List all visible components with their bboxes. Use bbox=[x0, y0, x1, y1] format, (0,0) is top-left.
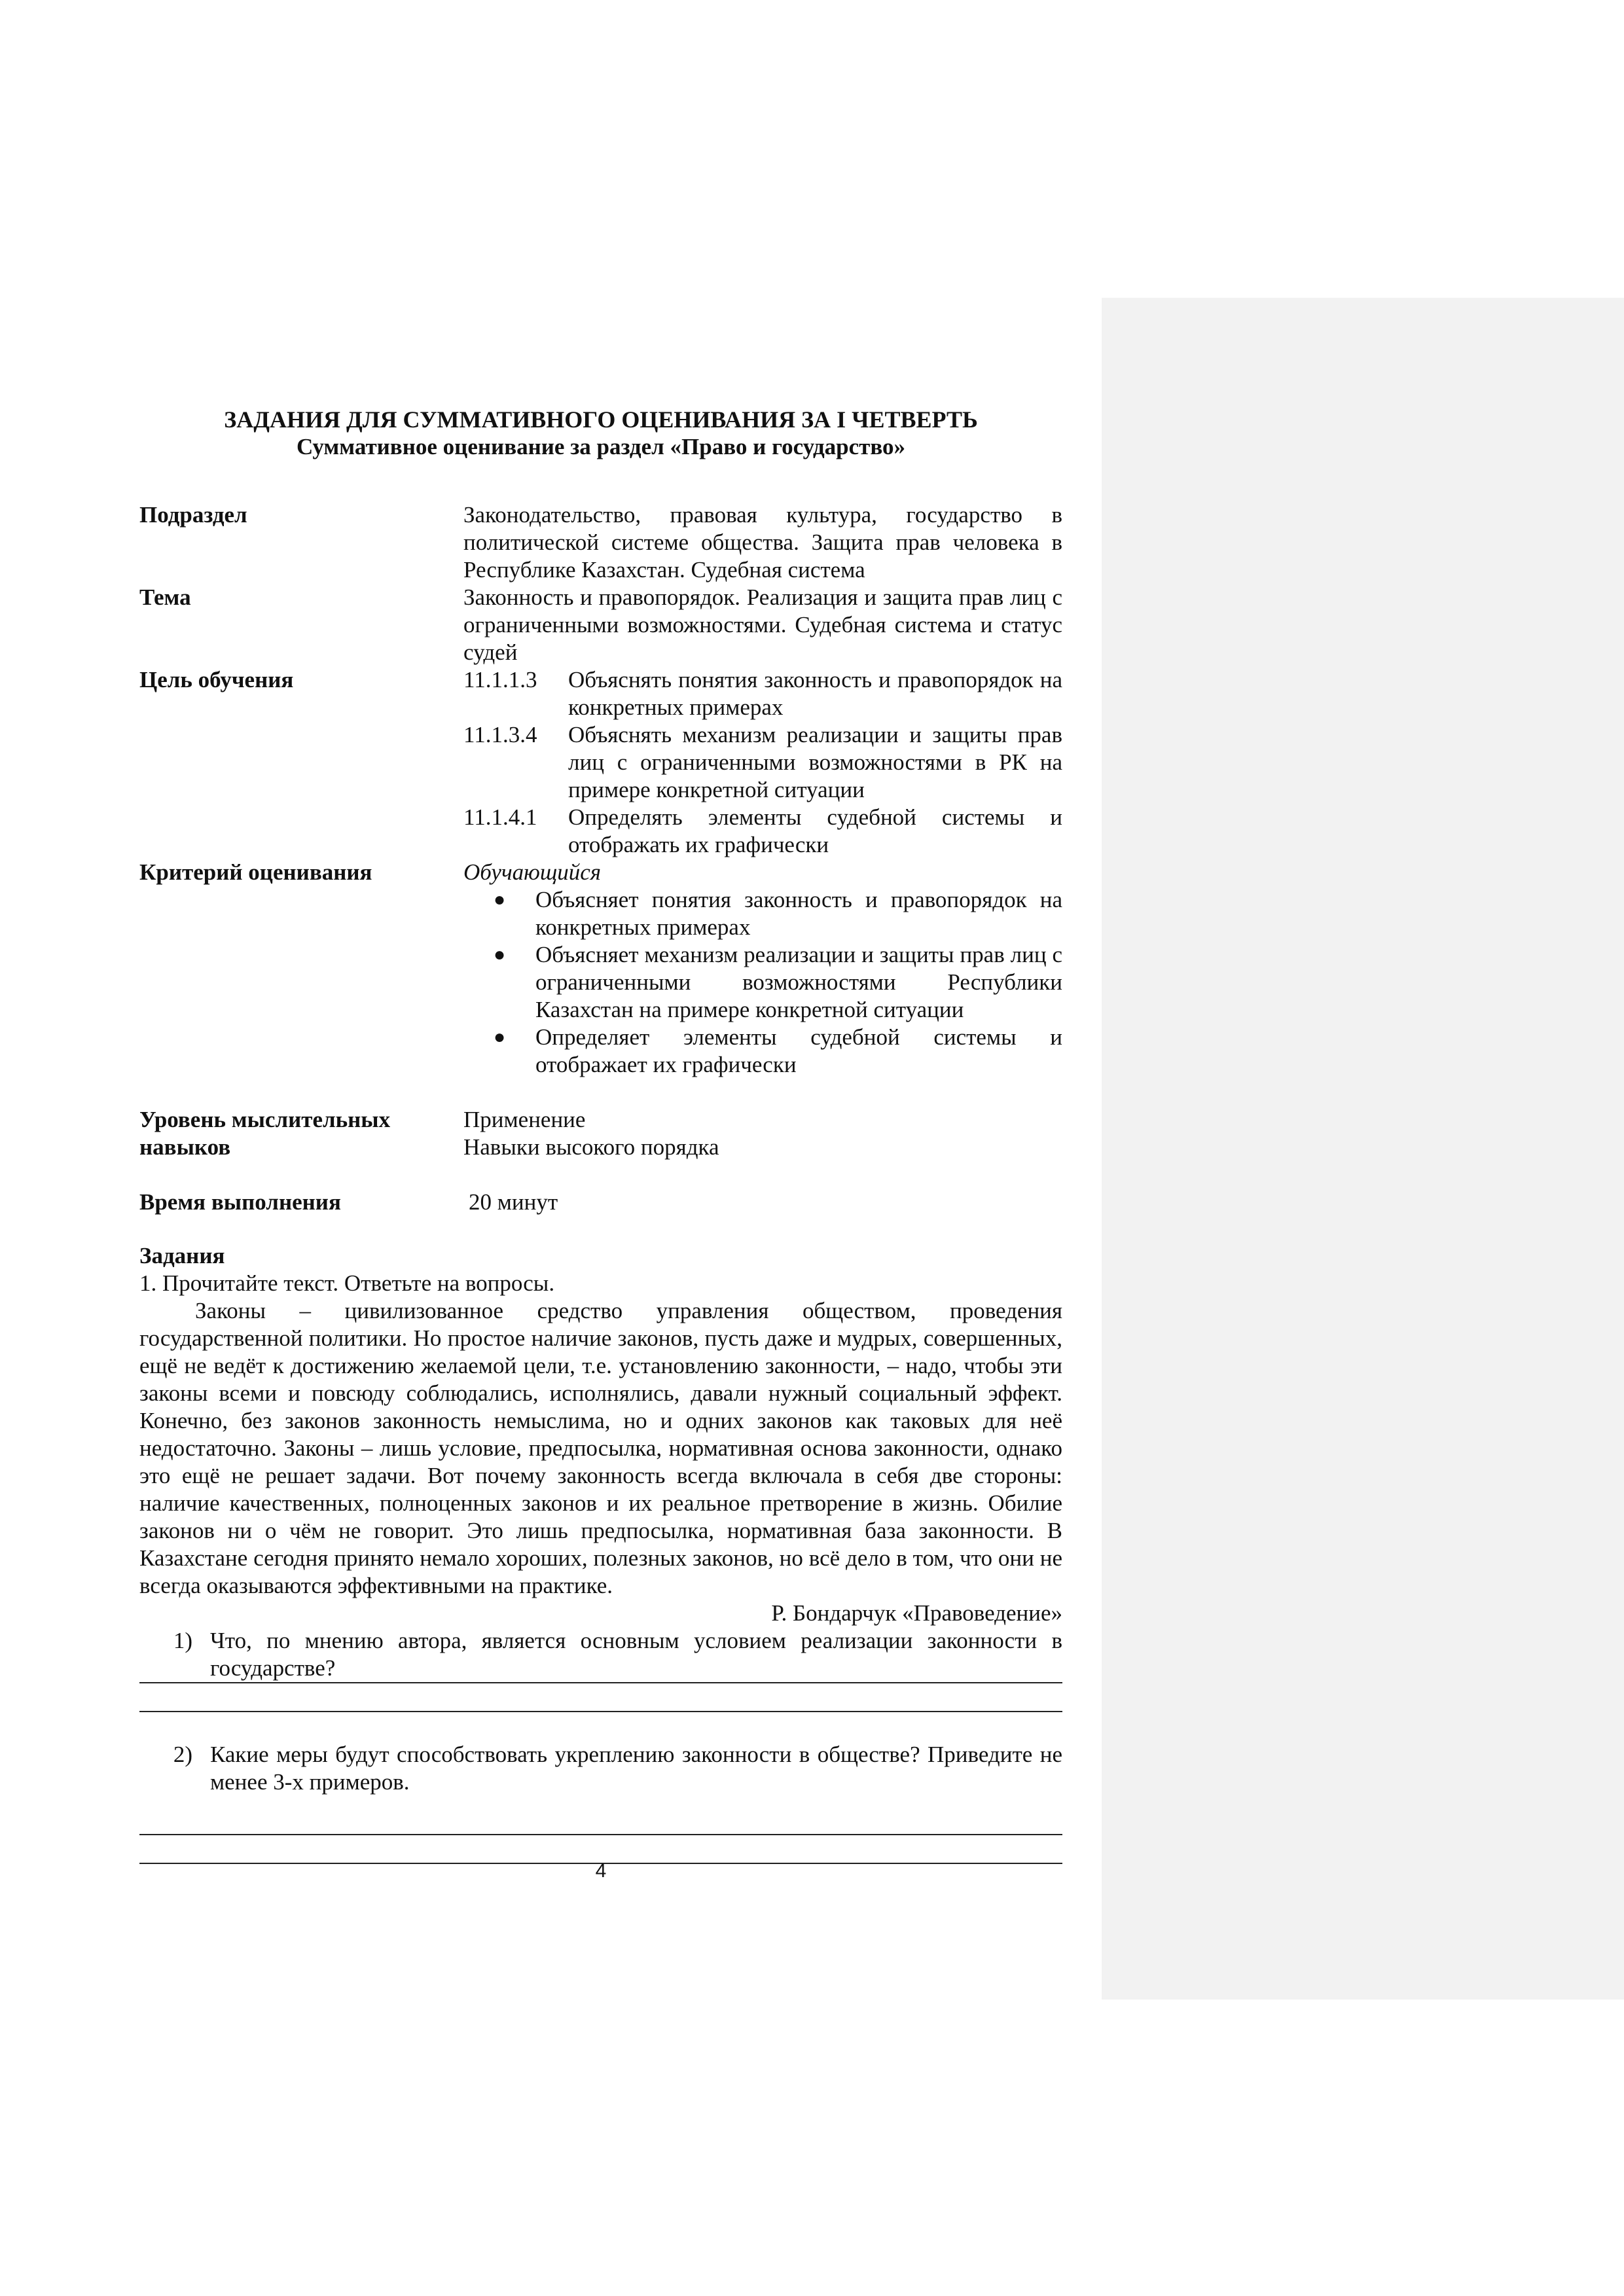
question-text: Что, по мнению автора, является основным условием реализации законности в государстве? bbox=[210, 1628, 1062, 1681]
spacer bbox=[139, 1712, 1062, 1741]
objective-code: 11.1.4.1 bbox=[463, 804, 537, 830]
bullet-icon: ● bbox=[493, 889, 506, 910]
objective-text: Определять элементы судебной системы и отображать их графически bbox=[568, 804, 1062, 857]
criteria-text: Объясняет механизм реализации и защиты прав лиц с ограниченными возможностями Республики Казахстан на примере конкретной ситуации bbox=[535, 942, 1062, 1022]
tasks-heading: Задания bbox=[139, 1243, 225, 1268]
skills-values bbox=[463, 1106, 1062, 1161]
comment-pane bbox=[1102, 298, 1624, 2000]
document-subtitle: Суммативное оценивание за раздел «Право и государство» bbox=[296, 434, 906, 459]
spacer bbox=[139, 1161, 1062, 1189]
subsection-value: Законодательство, правовая культура, государство в политической системе общества. Защита прав человека в Республике Казахстан. Судебная система bbox=[463, 502, 1062, 583]
objectives-list bbox=[463, 666, 1062, 859]
objective-code: 11.1.1.3 bbox=[463, 667, 537, 692]
question-number: 1) bbox=[173, 1628, 192, 1653]
objective-item bbox=[463, 804, 1062, 859]
criteria-item bbox=[463, 1024, 1062, 1079]
skills-value: Навыки высокого порядка bbox=[463, 1134, 719, 1160]
criteria-text: Объясняет понятия законность и правопорядок на конкретных примерах bbox=[535, 887, 1062, 940]
criteria-label: Критерий оценивания bbox=[139, 859, 372, 885]
skills-row bbox=[139, 1106, 1062, 1161]
spacer bbox=[139, 1079, 1062, 1106]
page-number: 4 bbox=[595, 1860, 607, 1882]
objective-code: 11.1.3.4 bbox=[463, 722, 537, 747]
criteria-text: Определяет элементы судебной системы и отображает их графически bbox=[535, 1024, 1062, 1077]
question-number: 2) bbox=[173, 1742, 192, 1767]
answer-line[interactable] bbox=[139, 1796, 1062, 1835]
criteria-row bbox=[139, 859, 1062, 1079]
objective-text: Объяснять механизм реализации и защиты прав лиц с ограниченными возможностями в РК на примере конкретной ситуации bbox=[568, 722, 1062, 802]
objectives-label: Цель обучения bbox=[139, 667, 294, 692]
topic-value: Законность и правопорядок. Реализация и защита прав лиц с ограниченными возможностями. Судебная система и статус судей bbox=[463, 584, 1062, 665]
time-row bbox=[139, 1189, 1062, 1216]
question-text: Какие меры будут способствовать укреплению законности в обществе? Приведите не менее 3-х примеров. bbox=[210, 1742, 1062, 1795]
bullet-icon: ● bbox=[493, 1026, 506, 1048]
criteria-intro: Обучающийся bbox=[463, 859, 602, 885]
criteria-item bbox=[463, 941, 1062, 1024]
answer-line[interactable] bbox=[139, 1683, 1062, 1712]
reading-passage: Законы – цивилизованное средство управления обществом, проведения государственной политики. Но простое наличие законов, пусть даже и мудрых, совершенных, ещё не ведёт к достижению желаемой цели, т.е. установлению законности, – надо, чтобы эти законы всеми и повсюду соблюдались, исполнялись, давали нужный социальный эффект. Конечно, без законов законность немыслима, но и одних законов как таковых для неё недостаточно. Законы – лишь условие, предпосылка, нормативная основа законности, однако это ещё не решает задачи. Вот почему законность всегда включала в себя две стороны: наличие качественных, полноценных законов и их реальное претворение в жизнь. Обилие законов ни о чём не говорит. Это лишь предпосылка, нормативная база законности. В Казахстане сегодня принято немало хороших, полезных законов, но всё дело в том, что они не всегда оказываются эффективными на практике. bbox=[139, 1298, 1062, 1598]
time-label: Время выполнения bbox=[139, 1189, 341, 1215]
passage-source: Р. Бондарчук «Правоведение» bbox=[771, 1600, 1062, 1626]
topic-label: Тема bbox=[139, 584, 191, 610]
topic-row bbox=[139, 584, 1062, 666]
criteria-item bbox=[463, 886, 1062, 941]
subsection-label: Подраздел bbox=[139, 502, 247, 528]
skills-label: Уровень мыслительных навыков bbox=[139, 1107, 391, 1160]
objective-item bbox=[463, 721, 1062, 804]
task-instruction: 1. Прочитайте текст. Ответьте на вопросы. bbox=[139, 1270, 555, 1296]
objectives-row bbox=[139, 666, 1062, 859]
question-item bbox=[139, 1741, 1062, 1796]
document-page bbox=[139, 406, 1062, 1882]
skills-value: Применение bbox=[463, 1107, 586, 1132]
objective-item bbox=[463, 666, 1062, 721]
objective-text: Объяснять понятия законность и правопорядок на конкретных примерах bbox=[568, 667, 1062, 720]
subsection-row bbox=[139, 501, 1062, 584]
time-value: 20 минут bbox=[469, 1189, 558, 1215]
bullet-icon: ● bbox=[493, 944, 506, 965]
criteria-list bbox=[463, 886, 1062, 1079]
question-item bbox=[139, 1627, 1062, 1682]
criteria-block bbox=[463, 859, 1062, 1079]
document-title: ЗАДАНИЯ ДЛЯ СУММАТИВНОГО ОЦЕНИВАНИЯ ЗА I ЧЕТВЕРТЬ bbox=[224, 406, 978, 433]
